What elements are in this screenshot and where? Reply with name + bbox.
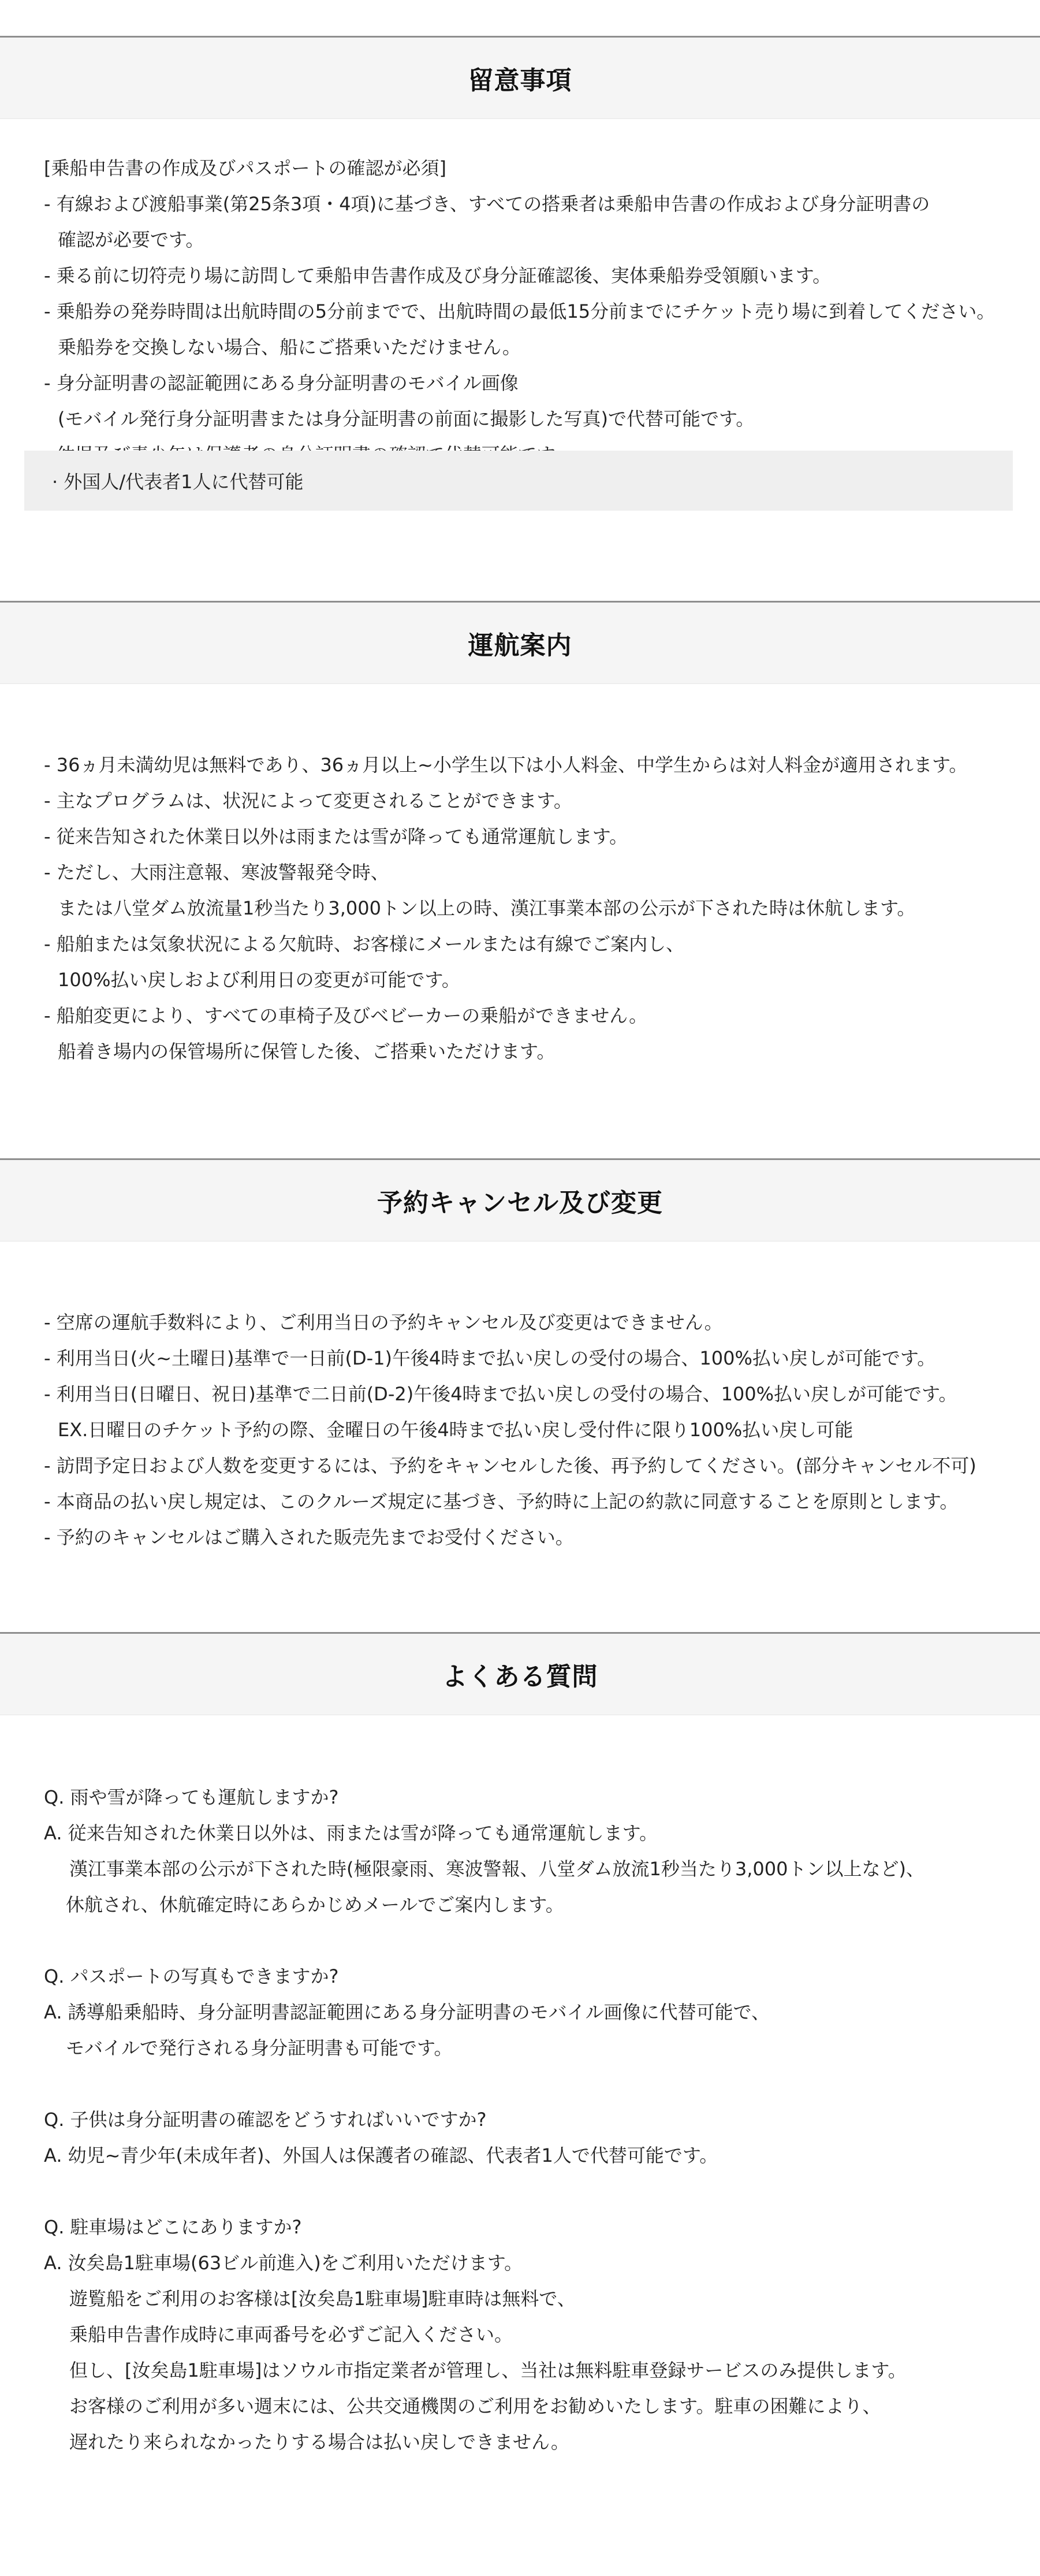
notice-line: - 乗船券の発券時間は出航時間の5分前までで、出航時間の最低15分前までにチケット売り場に到着してください。 [44, 300, 996, 322]
faq-answer: 遊覧船をご利用のお客様は[汝矣島1駐車場]駐車時は無料で、 [69, 2288, 576, 2310]
cancellation-line: - 利用当日(日曜日、祝日)基準で二日前(D-2)午後4時まで払い戻しの受付の場合、100%払い戻しが可能です。 [44, 1383, 957, 1405]
faq-answer: A. 誘導船乗船時、身分証明書認証範囲にある身分証明書のモバイル画像に代替可能で、 [44, 2001, 770, 2023]
notice-body [44, 150, 1014, 473]
faq-title: よくある質問 [442, 1662, 598, 1692]
cancellation-line: - 訪問予定日および人数を変更するには、予約をキャンセルした後、再予約してください。(部分キャンセル不可) [44, 1455, 976, 1477]
faq-body [44, 1779, 1014, 2460]
operation-line: - 主なプログラムは、状況によって変更されることができます。 [44, 790, 572, 812]
faq-answer: 漢江事業本部の公示が下された時(極限豪雨、寒波警報、八堂ダム放流1秒当たり3,000トン以上など)、 [69, 1858, 925, 1880]
cancellation-line: EX.日曜日のチケット予約の際、金曜日の午後4時まで払い戻し受付件に限り100%払い戻し可能 [58, 1419, 853, 1441]
faq-answer: モバイルで発行される身分証明書も可能です。 [66, 2037, 453, 2059]
cancellation-title: 予約キャンセル及び変更 [377, 1188, 663, 1218]
notice-line: - 身分証明書の認証範囲にある身分証明書のモバイル画像 [44, 372, 519, 394]
faq-section-header [0, 1632, 1040, 1715]
notice-line: 確認が必要です。 [58, 229, 204, 251]
faq-answer: 遅れたり来られなかったりする場合は払い戻しできません。 [69, 2431, 569, 2453]
operation-line: - 船舶または気象状況による欠航時、お客様にメールまたは有線でご案内し、 [44, 933, 685, 955]
notice-section-header [0, 36, 1040, 119]
cancellation-body [44, 1304, 1014, 1555]
faq-question: Q. 雨や雪が降っても運航しますか? [44, 1786, 339, 1808]
notice-note-text: · 外国人/代表者1人に代替可能 [52, 471, 304, 493]
faq-question: Q. 駐車場はどこにありますか? [44, 2216, 302, 2238]
operation-line: - 従来告知された休業日以外は雨または雪が降っても通常運航します。 [44, 826, 628, 847]
operation-line: - ただし、大雨注意報、寒波警報発令時、 [44, 861, 389, 883]
notice-line: - 乗る前に切符売り場に訪問して乗船申告書作成及び身分証確認後、実体乗船券受領願います。 [44, 265, 832, 287]
operation-title: 運航案内 [468, 631, 572, 660]
faq-question: Q. 子供は身分証明書の確認をどうすればいいですか? [44, 2109, 487, 2131]
notice-line: [乗船申告書の作成及びパスポートの確認が必須] [44, 157, 446, 179]
notice-title: 留意事項 [468, 66, 572, 95]
operation-section-header [0, 601, 1040, 684]
faq-question: Q. パスポートの写真もできますか? [44, 1965, 339, 1987]
notice-line: 乗船券を交換しない場合、船にご搭乗いただけません。 [58, 336, 521, 358]
notice-note-box [24, 451, 1013, 511]
cancellation-line: - 予約のキャンセルはご購入された販売先までお受付ください。 [44, 1526, 574, 1548]
notice-line: (モバイル発行身分証明書または身分証明書の前面に撮影した写真)で代替可能です。 [58, 408, 755, 430]
faq-answer: 但し、[汝矣島1駐車場]はソウル市指定業者が管理し、当社は無料駐車登録サービスのみ提供します。 [69, 2359, 907, 2381]
operation-line: または八堂ダム放流量1秒当たり3,000トン以上の時、漢江事業本部の公示が下された時は休航します。 [58, 897, 916, 919]
operation-line: - 船舶変更により、すべての車椅子及びベビーカーの乗船ができません。 [44, 1005, 648, 1027]
operation-line: 100%払い戻しおよび利用日の変更が可能です。 [58, 969, 460, 991]
cancellation-line: - 空席の運航手数料により、ご利用当日の予約キャンセル及び変更はできません。 [44, 1311, 723, 1333]
cancellation-line: - 利用当日(火~土曜日)基準で一日前(D-1)午後4時まで払い戻しの受付の場合、100%払い戻しが可能です。 [44, 1347, 936, 1369]
cancellation-section-header [0, 1158, 1040, 1241]
cancellation-line: - 本商品の払い戻し規定は、このクルーズ規定に基づき、予約時に上記の約款に同意することを原則とします。 [44, 1490, 959, 1512]
operation-line: - 36ヵ月未満幼児は無料であり、36ヵ月以上~小学生以下は小人料金、中学生からは対人料金が適用されます。 [44, 754, 968, 776]
faq-answer: 乗船申告書作成時に車両番号を必ずご記入ください。 [69, 2324, 513, 2345]
notice-line: - 有線および渡船事業(第25条3項・4項)に基づき、すべての搭乗者は乗船申告書の作成および身分証明書の [44, 193, 930, 215]
faq-answer: 休航され、休航確定時にあらかじめメールでご案内します。 [66, 1894, 564, 1916]
operation-body [44, 747, 1014, 1069]
faq-answer: A. 従来告知された休業日以外は、雨または雪が降っても通常運航します。 [44, 1822, 658, 1844]
faq-answer: お客様のご利用が多い週末には、公共交通機関のご利用をお勧めいたします。駐車の困難により、 [69, 2395, 881, 2417]
faq-answer: A. 幼児~青少年(未成年者)、外国人は保護者の確認、代表者1人で代替可能です。 [44, 2144, 718, 2166]
operation-line: 船着き場内の保管場所に保管した後、ご搭乗いただけます。 [58, 1040, 556, 1062]
faq-answer: A. 汝矣島1駐車場(63ビル前進入)をご利用いただけます。 [44, 2252, 523, 2274]
